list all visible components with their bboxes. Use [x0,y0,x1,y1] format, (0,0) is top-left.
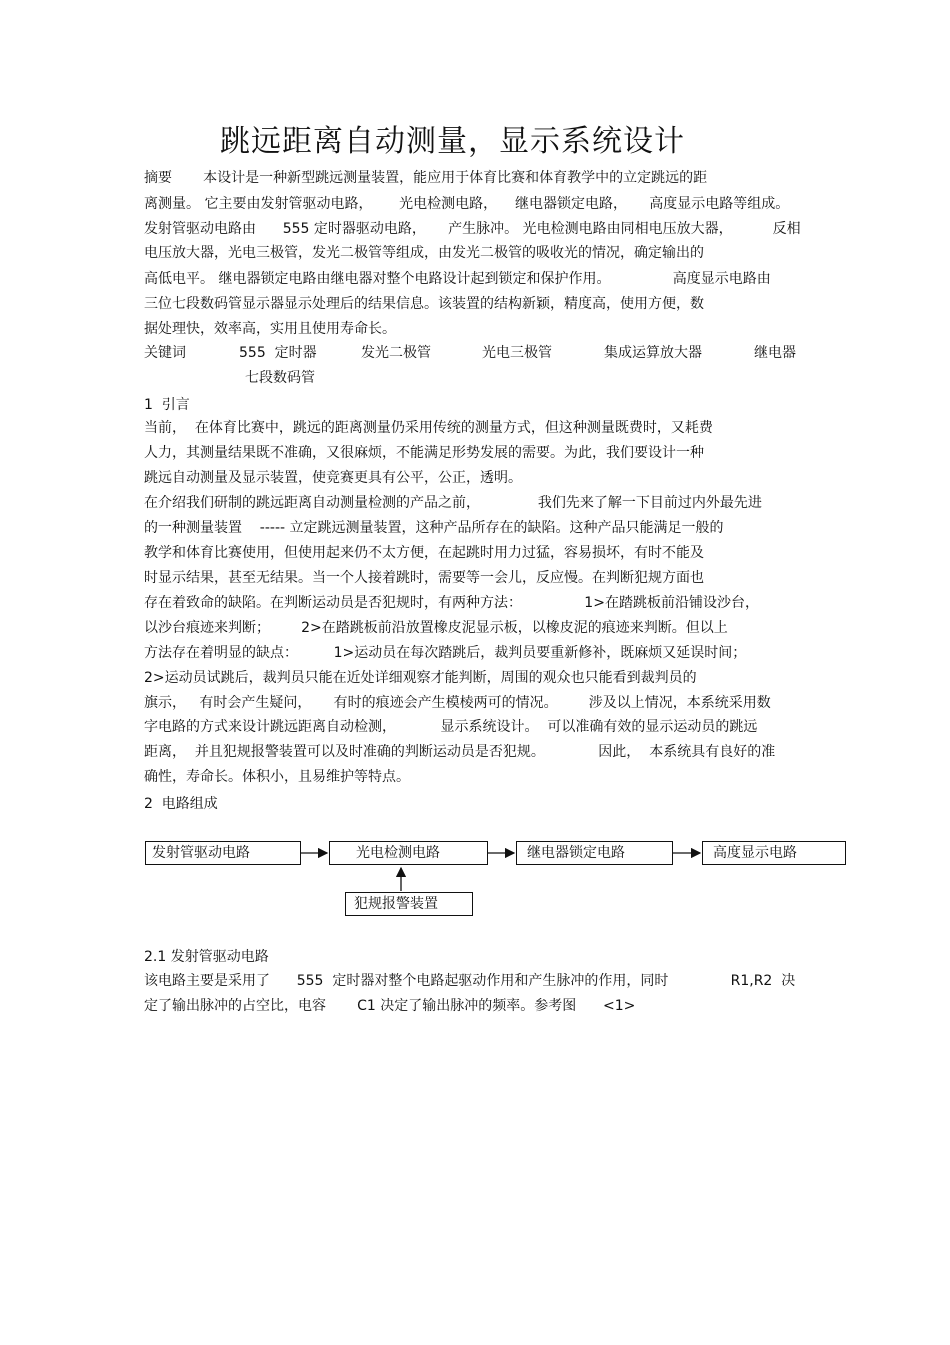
body-line: 教学和体育比赛使用，但使用起来仍不太方便，在起跳时用力过猛，容易损坏，有时不能及 [144,545,704,561]
abstract-line: 据处理快，效率高，实用且使用寿命长。 [144,321,396,337]
body-line: 定了输出脉冲的占空比，电容 C1 决定了输出脉冲的频率。参考图 <1> [144,998,636,1014]
keyword-item: 继电器 [754,345,796,361]
body-line: 方法存在着明显的缺点： 1>运动员在每次踏跳后，裁判员要重新修补，既麻烦又延误时间； [144,645,747,661]
keywords-label: 关键词 [144,345,186,361]
abstract-line: 电压放大器，光电三极管，发光二极管等组成，由发光二极管的吸收光的情况，确定输出的 [144,245,704,261]
body-line: 的一种测量装置 ----- 立定跳远测量装置，这种产品所存在的缺陷。这种产品只能满足一般的 [144,520,724,536]
body-line: 字电路的方式来设计跳远距离自动检测， 显示系统设计。 可以准确有效的显示运动员的跳远 [144,719,758,735]
section-heading: 1 引言 [144,397,190,413]
diagram-box-relay-lock: 继电器锁定电路 [516,841,673,865]
abstract-line: 摘要 本设计是一种新型跳远测量装置，能应用于体育比赛和体育教学中的立定跳远的距 [144,170,708,186]
body-line: 跳远自动测量及显示装置，使竞赛更具有公平，公正，透明。 [144,470,522,486]
keyword-item: 七段数码管 [245,370,315,386]
body-line: 以沙台痕迹来判断； 2>在踏跳板前沿放置橡皮泥显示板，以橡皮泥的痕迹来判断。但以上 [144,620,728,636]
body-line: 2>运动员试跳后，裁判员只能在近处详细观察才能判断，周围的观众也只能看到裁判员的 [144,670,697,686]
body-line: 存在着致命的缺陷。在判断运动员是否犯规时，有两种方法： 1>在踏跳板前沿铺设沙台， [144,595,759,611]
keyword-item: 发光二极管 [361,345,431,361]
keyword-item: 555 定时器 [239,345,317,361]
body-line: 该电路主要是采用了 555 定时器对整个电路起驱动作用和产生脉冲的作用，同时 R1,R2 决 [144,973,796,989]
document-title: 跳远距离自动测量，显示系统设计 [220,124,685,159]
body-line: 确性，寿命长。体积小，且易维护等特点。 [144,769,410,785]
abstract-line: 发射管驱动电路由 555 定时器驱动电路， 产生脉冲。 光电检测电路由同相电压放大器， 反相 [144,221,801,237]
body-line: 当前， 在体育比赛中，跳远的距离测量仍采用传统的测量方式，但这种测量既费时，又耗费 [144,420,713,436]
diagram-box-photo-detection: 光电检测电路 [329,841,488,865]
diagram-box-emitter-driver: 发射管驱动电路 [145,841,301,865]
section-heading: 2 电路组成 [144,796,218,812]
abstract-line: 高低电平。 继电器锁定电路由继电器对整个电路设计起到锁定和保护作用。 高度显示电路由 [144,271,771,287]
diagram-box-foul-alarm: 犯规报警装置 [345,892,473,916]
section-heading: 2.1 发射管驱动电路 [144,949,269,965]
abstract-line: 三位七段数码管显示器显示处理后的结果信息。该装置的结构新颖，精度高，使用方便，数 [144,296,704,312]
keyword-item: 光电三极管 [482,345,552,361]
body-line: 在介绍我们研制的跳远距离自动测量检测的产品之前， 我们先来了解一下目前过内外最先进 [144,495,762,511]
body-line: 旗示， 有时会产生疑问， 有时的痕迹会产生模棱两可的情况。 涉及以上情况，本系统采用数 [144,695,771,711]
abstract-line: 离测量。 它主要由发射管驱动电路， 光电检测电路， 继电器锁定电路， 高度显示电路等组成。 [144,196,790,212]
body-line: 距离， 并且犯规报警装置可以及时准确的判断运动员是否犯规。 因此， 本系统具有良好的准 [144,744,776,760]
diagram-box-height-display: 高度显示电路 [702,841,846,865]
body-line: 时显示结果，甚至无结果。当一个人接着跳时，需要等一会儿，反应慢。在判断犯规方面也 [144,570,704,586]
keyword-item: 集成运算放大器 [604,345,702,361]
body-line: 人力，其测量结果既不准确，又很麻烦，不能满足形势发展的需要。为此，我们要设计一种 [144,445,704,461]
